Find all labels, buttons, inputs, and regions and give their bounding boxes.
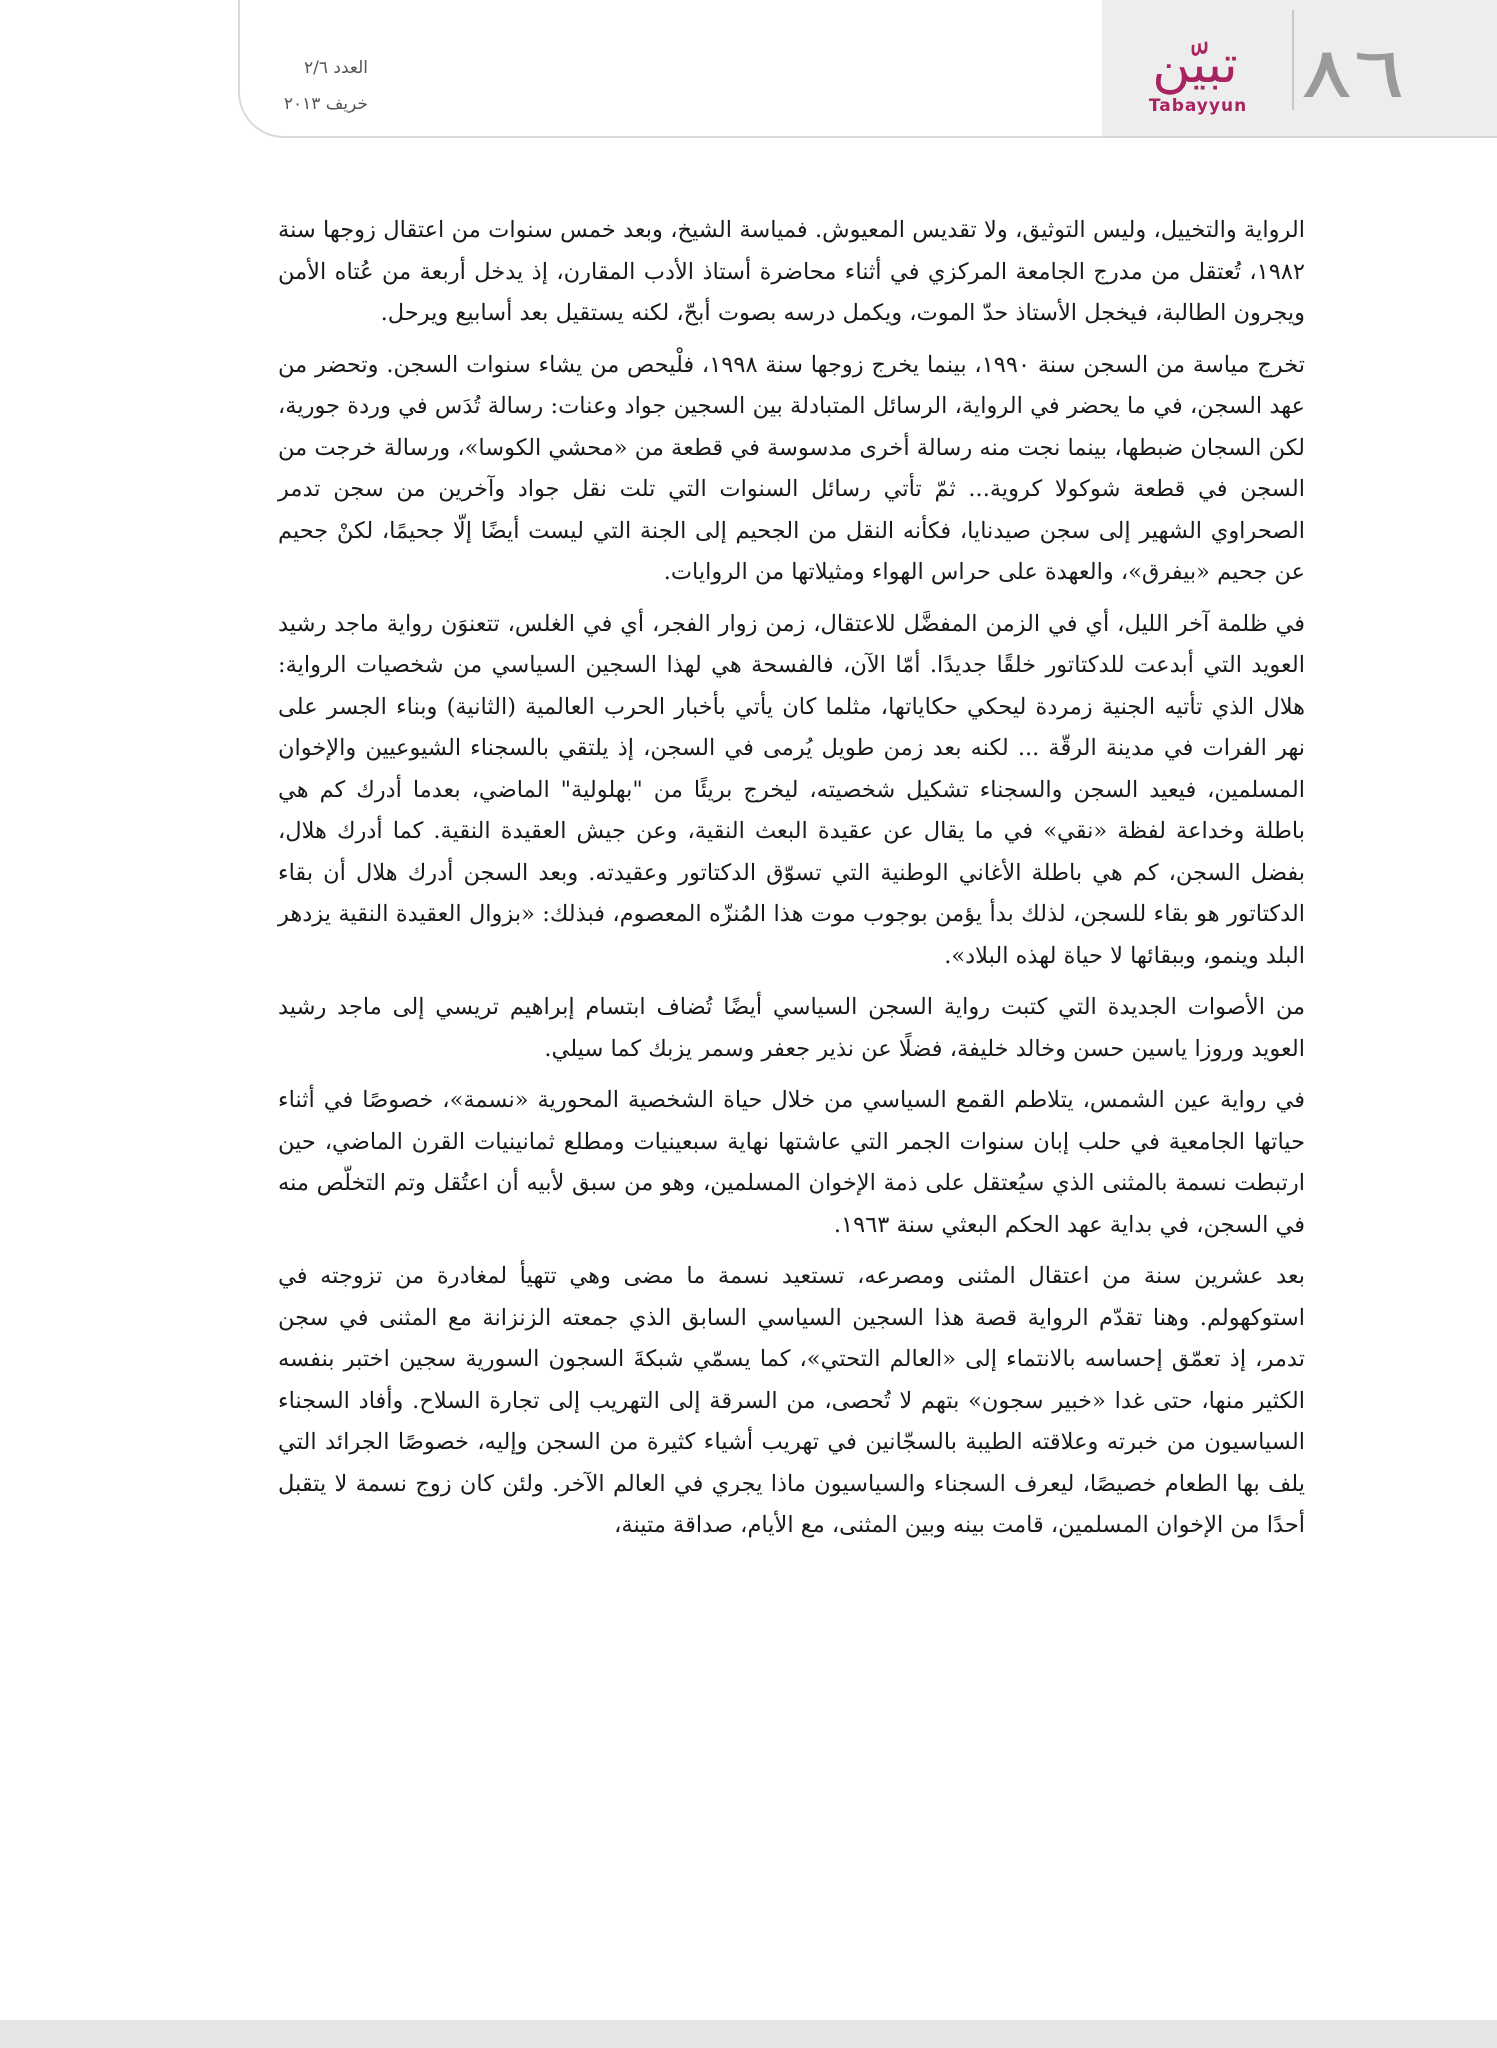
paragraph: تخرج مياسة من السجن سنة ١٩٩٠، بينما يخرج زوجها سنة ١٩٩٨، فلْيحص من يشاء سنوات السجن. وتحضر من عهد السجن، في ما يحضر في الرواية، الرسائل المتبادلة بين السجين جواد وعنات: رسالة تُدَس في وردة جورية، لكن السجان ضبطها، بينما نجت منه رسالة أخرى مدسوسة في قطعة من «محشي الكوسا»، ورسالة خرجت من السجن في قطعة شوكولا كروية... ثمّ تأتي رسائل السنوات التي تلت نقل جواد وآخرين من سجن تدمر الصحراوي الشهير إلى سجن صيدنايا، فكأنه النقل من الجحيم إلى الجنة التي ليست أيضًا إلّا جحيمًا، لكنْ جحيم عن جحيم «بيفرق»، والعهدة على حراس الهواء ومثيلاتها من الروايات. (278, 351, 1305, 585)
paragraph: في ظلمة آخر الليل، أي في الزمن المفضَّل للاعتقال، زمن زوار الفجر، أي في الغلس، تتعنوَن رواية ماجد رشيد العويد التي أبدعت للدكتاتور خلقًا جديدًا. أمّا الآن، فالفسحة هي لهذا السجين السياسي من شخصيات الرواية: هلال الذي تأتيه الجنية زمردة ليحكي حكاياتها، مثلما كان يأتي بأخبار الحرب العالمية (الثانية) وبناء الجسر على نهر الفرات في مدينة الرقّة ... لكنه بعد زمن طويل يُرمى في السجن، إذ يلتقي بالسجناء الشيوعيين والإخوان المسلمين، فيعيد السجن والسجناء تشكيل شخصيته، ليخرج بريئًا من "بهلولية" الماضي، بعدما أدرك كم هي باطلة وخداعة لفظة «نقي» في ما يقال عن عقيدة البعث النقية، وعن جيش العقيدة النقية. كما أدرك هلال، بفضل السجن، كم هي باطلة الأغاني الوطنية التي تسوّق الدكتاتور وعقيدته. وبعد السجن أدرك هلال أن بقاء الدكتاتور هو بقاء للسجن، لذلك بدأ يؤمن بوجوب موت هذا المُنزّه المعصوم، فبذلك: «بزوال العقيدة النقية يزدهر البلد وينمو، وببقائها لا حياة لهذه البلاد». (278, 610, 1305, 969)
paragraph: من الأصوات الجديدة التي كتبت رواية السجن السياسي أيضًا تُضاف ابتسام إبراهيم تريسي إلى ماجد رشيد العويد وروزا ياسين حسن وخالد خليفة، فضلًا عن نذير جعفر وسمر يزبك كما سيلي. (278, 994, 1305, 1062)
issue-info (268, 50, 368, 122)
paragraph: الرواية والتخييل، وليس التوثيق، ولا تقديس المعيوش. فمياسة الشيخ، وبعد خمس سنوات من اعتقال زوجها سنة ١٩٨٢، تُعتقل من مدرج الجامعة المركزي في أثناء محاضرة أستاذ الأدب المقارن، إذ يدخل أربعة من عُتاه الأمن ويجرون الطالبة، فيخجل الأستاذ حدّ الموت، ويكمل درسه بصوت أبحّ، لكنه يستقيل بعد أسابيع ويرحل. (278, 217, 1305, 326)
issue-number: العدد ٢/٦ (303, 58, 368, 78)
journal-logo (1120, 30, 1270, 130)
article-body (278, 210, 1305, 1557)
issue-season: خريف ٢٠١٣ (283, 94, 368, 114)
footer-band (0, 2020, 1497, 2048)
logo-arabic: تبيّن (1152, 35, 1238, 95)
page-number: ٨٦ (1300, 32, 1406, 114)
paragraph: في رواية عين الشمس، يتلاطم القمع السياسي من خلال حياة الشخصية المحورية «نسمة»، خصوصًا في أثناء حياتها الجامعية في حلب إبان سنوات الجمر التي عاشتها نهاية سبعينيات ومطلع ثمانينيات القرن الماضي، حين ارتبطت نسمة بالمثنى الذي سيُعتقل على ذمة الإخوان المسلمين، وهو من سبق لأبيه أن اعتُقل وتم التخلّص منه في السجن، في بداية عهد الحكم البعثي سنة ١٩٦٣. (278, 1087, 1305, 1238)
logo-latin: Tabayyun (1148, 96, 1248, 116)
paragraph: بعد عشرين سنة من اعتقال المثنى ومصرعه، تستعيد نسمة ما مضى وهي تتهيأ لمغادرة من تزوجته في استوكهولم. وهنا تقدّم الرواية قصة هذا السجين السياسي السابق الذي جمعته الزنزانة مع المثنى في سجن تدمر، إذ تعمّق إحساسه بالانتماء إلى «العالم التحتي»، كما يسمّي شبكةَ السجون السورية سجين اختبر بنفسه الكثير منها، حتى غدا «خبير سجون» بتهم لا تُحصى، من السرقة إلى التهريب إلى تجارة السلاح. وأفاد السجناء السياسيون من خبرته وعلاقته الطيبة بالسجّانين في تهريب أشياء كثيرة من السجن وإليه، خصوصًا الجرائد التي يلف بها الطعام خصيصًا، ليعرف السجناء والسياسيون ماذا يجري في العالم الآخر. ولئن كان زوج نسمة لا يتقبل أحدًا من الإخوان المسلمين، قامت بينه وبين المثنى، مع الأيام، صداقة متينة، (278, 1263, 1305, 1538)
